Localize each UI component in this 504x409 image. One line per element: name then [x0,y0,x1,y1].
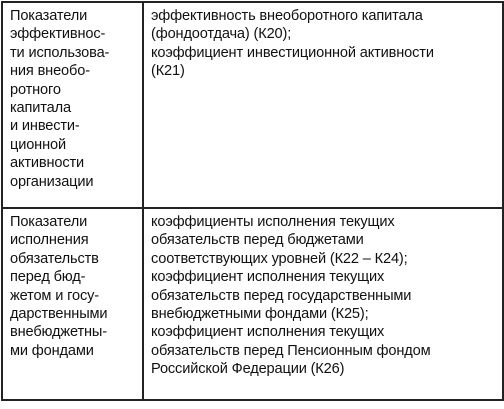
indicator-list-cell [143,208,503,400]
text-line: ционной [10,136,66,153]
text-line: обязательств перед бюджетами [151,232,364,249]
indicators-table [1,1,504,401]
table-row [2,2,503,208]
text-line: ротного [10,81,61,98]
indicator-group-text [3,209,142,364]
indicator-list-text [144,209,502,383]
text-line: ти использова- [10,44,110,61]
text-line: коэффициент инвестиционной активности [151,44,434,61]
text-line: активности [10,155,85,172]
table-row [2,208,503,400]
text-line: организации [10,173,94,190]
text-line: Российской Федерации (К26) [151,361,345,378]
text-line: соответствующих уровней (К22 – К24); [151,250,408,267]
text-line: ния внеобо- [10,63,90,80]
text-line: Показатели [10,214,88,230]
text-line: (фондоотдача) (К20); [151,26,292,43]
text-line: дарственными [10,306,108,323]
indicator-group-cell [2,208,143,400]
text-line: обязательств перед Пенсионным фондом [151,342,431,359]
text-line: жетом и госу- [10,287,99,304]
text-line: обязательств [10,250,99,267]
text-line: внебюджетными фондами (К25); [151,306,369,323]
text-line: (К21) [151,63,185,80]
text-line: ми фондами [10,342,94,359]
indicator-group-text [3,3,142,195]
indicator-list-cell [143,2,503,208]
text-line: обязательств перед государственными [151,287,412,304]
text-line: капитала [10,100,71,117]
text-line: внебюджетны- [10,324,107,341]
text-line: коэффициенты исполнения текущих [151,214,395,230]
indicator-group-cell [2,2,143,208]
text-line: Показатели [10,8,88,24]
text-line: эффективнос- [10,26,106,43]
text-line: эффективность внеоборотного капитала [151,8,423,24]
text-line: коэффициент исполнения текущих [151,269,385,286]
indicator-list-text [144,3,502,85]
text-line: коэффициент исполнения текущих [151,324,385,341]
text-line: исполнения [10,232,89,249]
text-line: и инвести- [10,118,80,135]
text-line: перед бюд- [10,269,86,286]
